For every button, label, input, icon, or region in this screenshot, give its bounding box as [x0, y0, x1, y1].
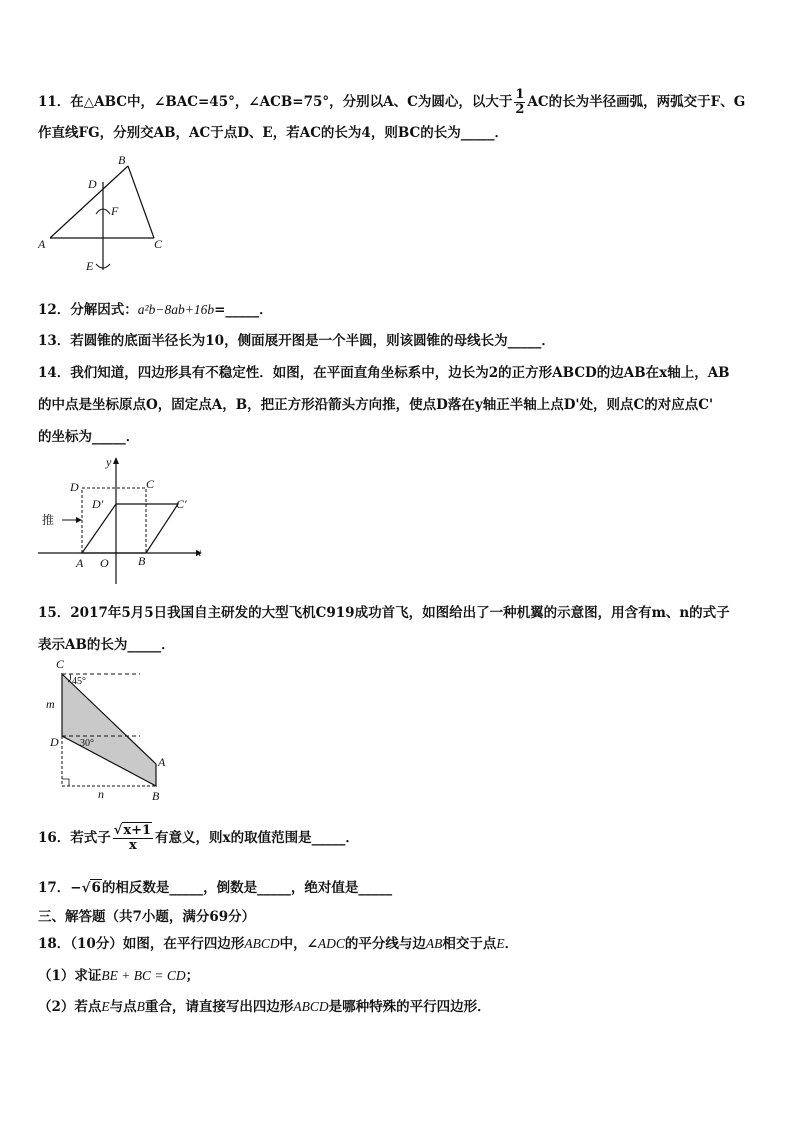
q17-number: 17．: [38, 880, 71, 896]
q16-fraction: [113, 824, 153, 853]
q15-label-m: m: [46, 697, 55, 711]
q11-triangle-figure: [36, 152, 176, 282]
q11-label-A: A: [38, 237, 46, 251]
q15-label-45deg: 45°: [72, 676, 86, 687]
q11-label-D: D: [88, 177, 97, 191]
q18-sub2-abcd: ABCD: [293, 999, 329, 1014]
q18-adc: ADC: [317, 936, 345, 951]
q12-text-part1: 12．分解因式：: [38, 302, 138, 318]
q17-text: 的相反数是_____，倒数是_____，绝对值是_____: [101, 880, 393, 896]
q17-negative-sign: −: [70, 880, 82, 896]
q18-sub1-label: （1）求证: [38, 968, 102, 984]
q14-label-O: O: [100, 556, 109, 570]
q18-sub1: [38, 967, 199, 985]
q18-sub1-end: ；: [185, 968, 200, 984]
q14-line2: 的中点是坐标原点O，固定点A，B，把正方形沿箭头方向推，使点D落在y轴正半轴上点D'处，则点C的对应点C': [38, 397, 714, 413]
q15-line2: 表示AB的长为_____．: [38, 637, 175, 653]
q14-label-B: B: [138, 554, 146, 568]
q11-fraction-numerator: 1: [515, 87, 525, 102]
section-heading-solutions: 三、解答题（共7小题，满分69分）: [38, 909, 256, 925]
q11-label-C: C: [154, 237, 163, 251]
q18-text-part1: 18．（10分）如图，在平行四边形: [38, 936, 245, 952]
q15-label-D: D: [50, 735, 59, 749]
q18-text-part4: 相交于点: [442, 936, 497, 952]
q11-text-part2: AC的长为半径画弧，两弧交于F、G: [527, 94, 746, 110]
q14-line1: 14．我们知道，四边形具有不稳定性．如图，在平面直角坐标系中，边长为2的正方形ABCD的边AB在x轴上，AB: [38, 365, 730, 381]
q11-label-E: E: [86, 259, 94, 273]
q18-sub2: [38, 998, 491, 1016]
q18-text-part2: 中，∠: [279, 936, 318, 952]
q14-label-push: 推: [42, 513, 55, 527]
q12-line: [38, 301, 273, 319]
q14-line3: 的坐标为_____．: [38, 429, 140, 445]
q18-sub1-equation: BE + BC = CD: [101, 968, 186, 983]
q17-radicand: 6: [91, 880, 101, 896]
q13-line: 13．若圆锥的底面半径长为10，侧面展开图是一个半圆，则该圆锥的母线长为_____．: [38, 333, 555, 349]
q15-label-A: A: [158, 755, 166, 769]
q18-e: E: [496, 936, 505, 951]
q18-sub2-label: （2）若点: [38, 999, 102, 1015]
q15-label-B: B: [152, 789, 160, 803]
q11-line1: [38, 88, 745, 117]
q16-line: [38, 824, 359, 853]
q18-abcd: ABCD: [244, 936, 280, 951]
q15-label-n: n: [98, 787, 104, 801]
q11-text-part1: 11．在△ABC中，∠BAC=45°，∠ACB=75°，分别以A、C为圆心，以大于: [38, 94, 513, 110]
q15-label-C: C: [56, 657, 65, 671]
q14-coordinate-figure: [36, 452, 211, 587]
q12-expression: a²b−8ab+16b: [137, 302, 215, 317]
q18-line1: [38, 935, 518, 953]
q15-label-30deg: 30°: [80, 738, 94, 749]
q18-sub2-point-e: E: [101, 999, 110, 1014]
q11-label-F: F: [111, 204, 119, 218]
q12-text-part2: =_____．: [214, 302, 273, 318]
q16-fraction-denominator: x: [129, 838, 137, 853]
q18-sub2-point-b: B: [136, 999, 145, 1014]
q18-sub2-text1: 与点: [109, 999, 137, 1015]
q11-label-B: B: [118, 153, 126, 167]
q14-label-y: y: [106, 455, 112, 469]
q11-fraction: [514, 88, 525, 117]
q16-radicand: x+1: [123, 823, 152, 838]
q15-wing-figure: [40, 658, 180, 808]
q16-text-part2: 有意义，则x的取值范围是_____．: [155, 830, 359, 846]
q14-label-C: C: [146, 477, 155, 491]
q18-ab: AB: [425, 936, 443, 951]
q14-label-A: A: [76, 556, 84, 570]
q16-fraction-numerator: √x+1: [113, 823, 152, 838]
q17-line: 17．−√6的相反数是_____，倒数是_____，绝对值是_____: [38, 880, 393, 896]
q14-label-x: x: [196, 545, 202, 559]
q11-line2: 作直线FG，分别交AB，AC于点D、E，若AC的长为4，则BC的长为_____．: [38, 125, 508, 141]
q18-sub2-text3: 是哪种特殊的平行四边形．: [328, 999, 491, 1015]
q14-label-C-prime: C′: [176, 497, 187, 511]
q14-label-D-prime: D′: [92, 497, 104, 511]
q18-sub2-text2: 重合，请直接写出四边形: [144, 999, 294, 1015]
q16-text-part1: 16．若式子: [38, 830, 111, 846]
q15-line1: 15．2017年5月5日我国自主研发的大型飞机C919成功首飞，如图给出了一种机翼的示意图，用含有m、n的式子: [38, 605, 730, 621]
q18-text-part5: ．: [504, 936, 519, 952]
q11-fraction-denominator: 2: [515, 102, 525, 117]
q18-text-part3: 的平分线与边: [344, 936, 426, 952]
q14-label-D: D: [70, 480, 79, 494]
